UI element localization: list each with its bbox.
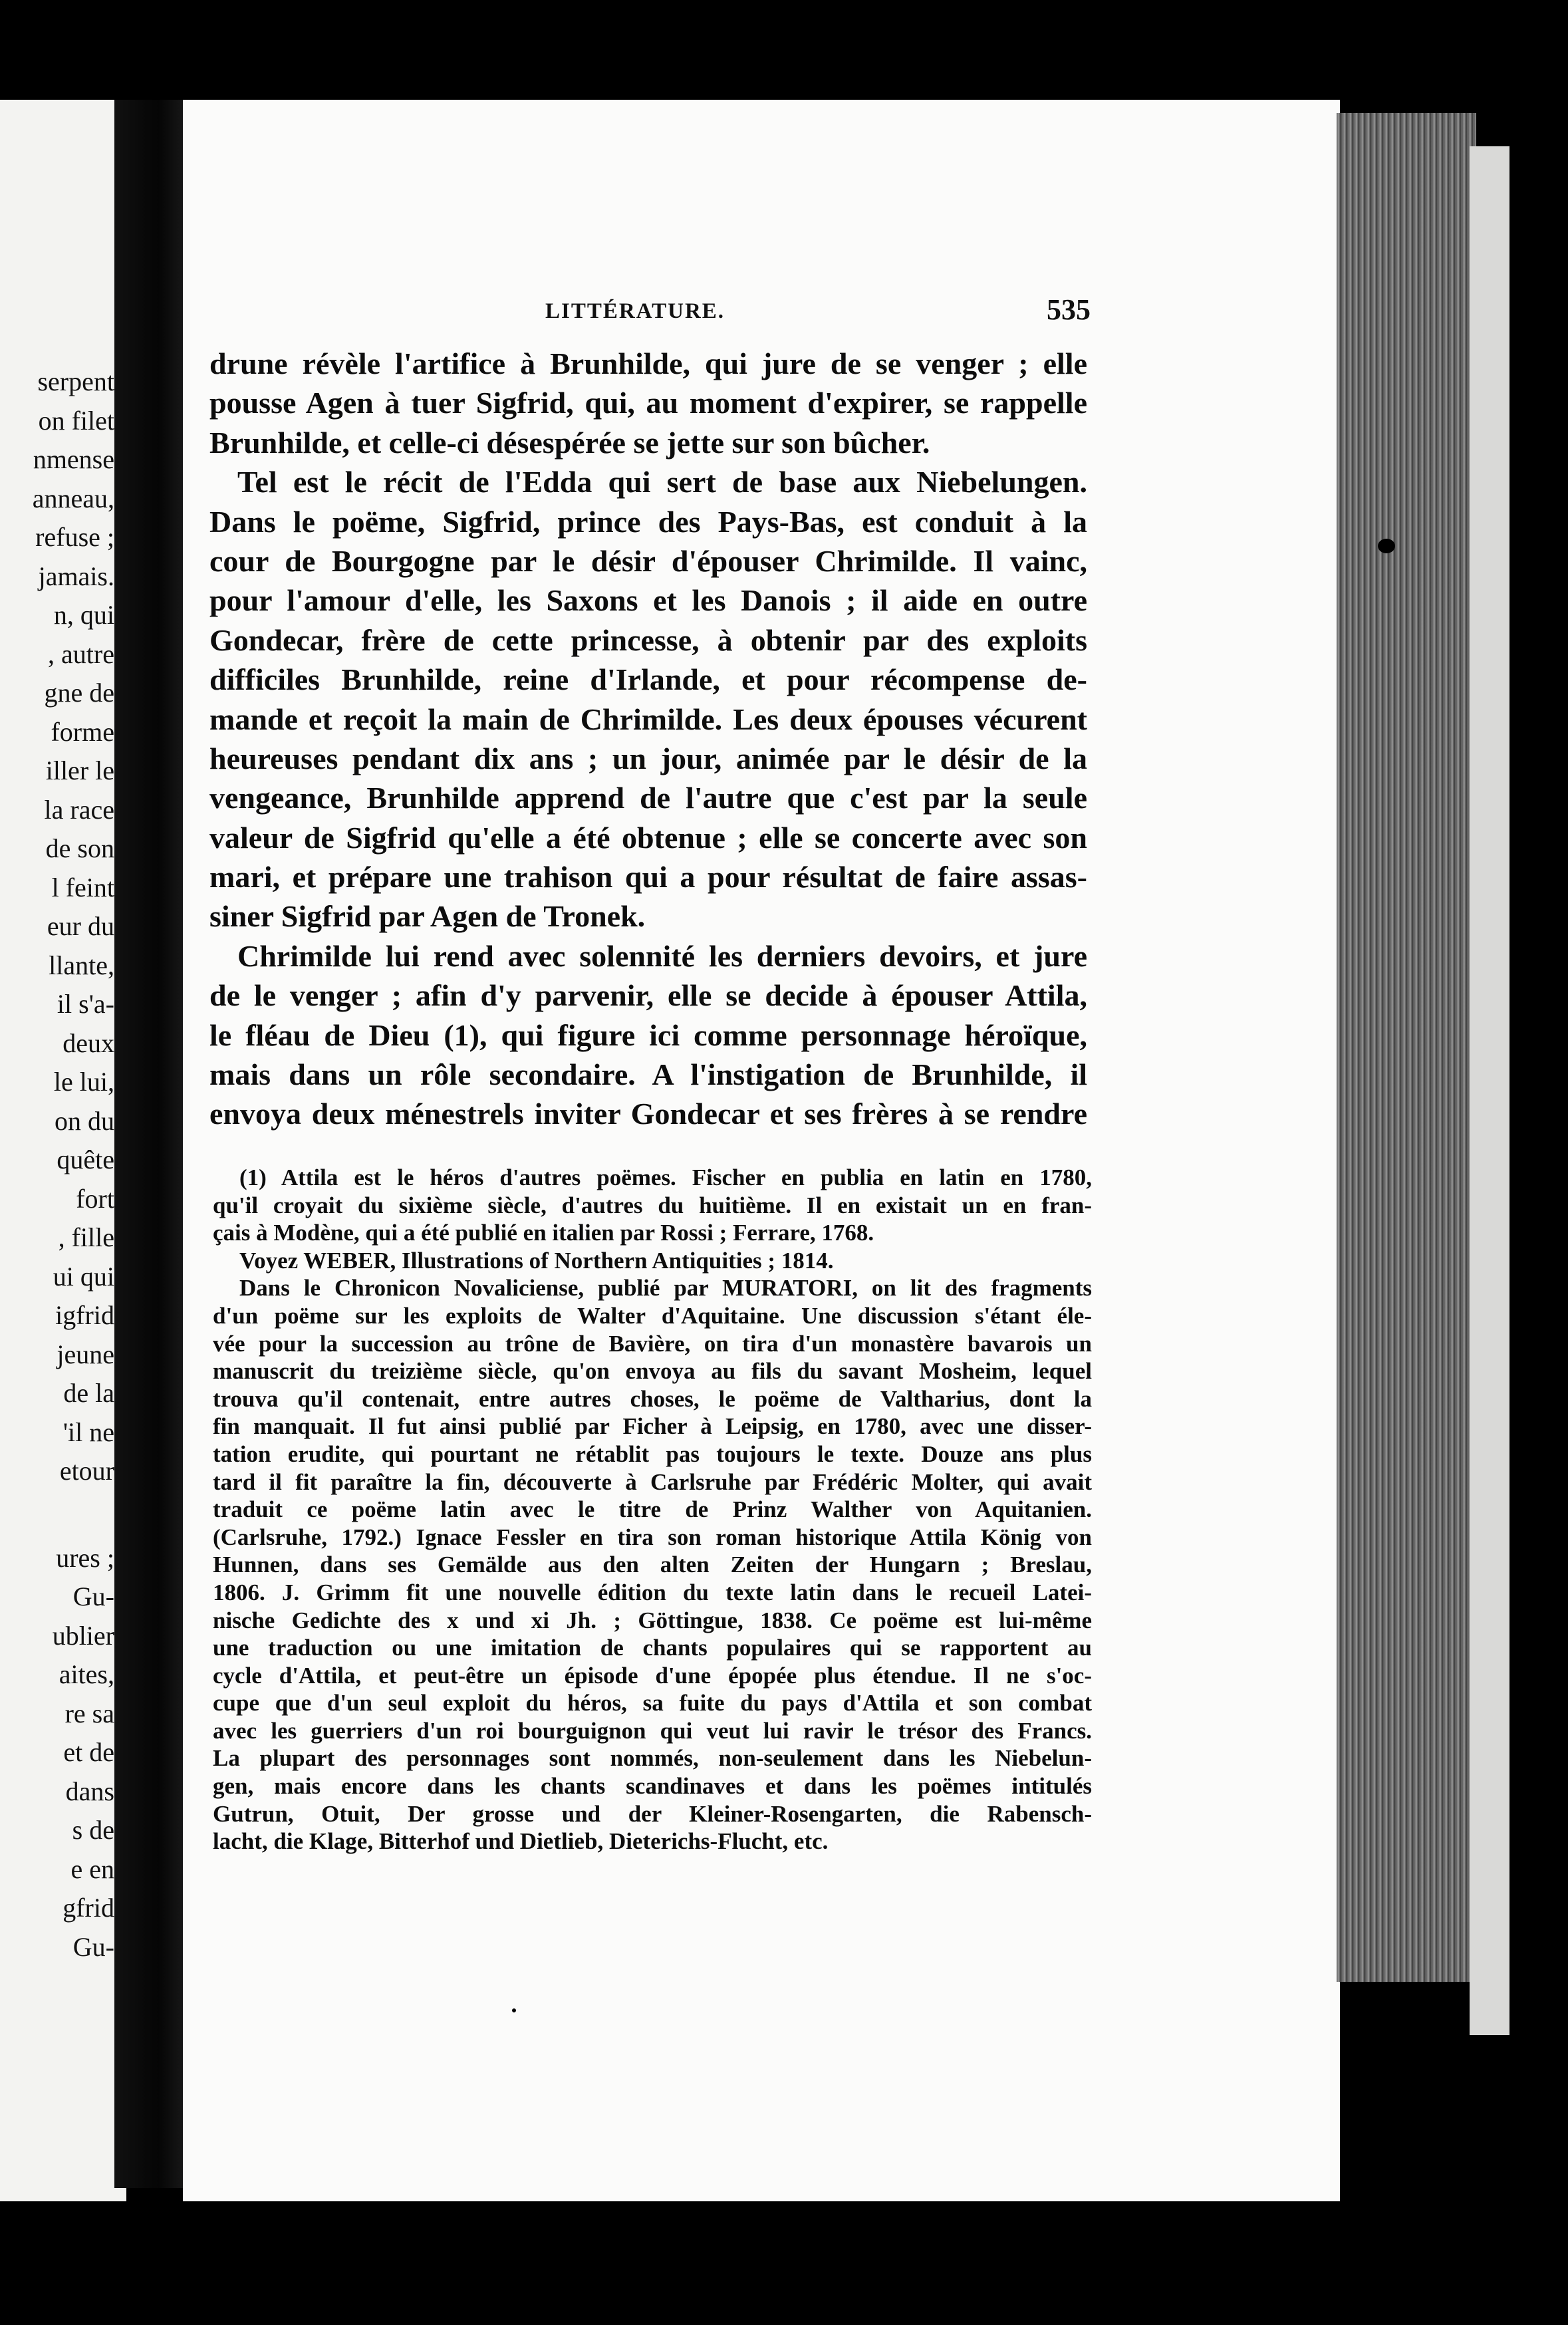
left-page-line: llante, (49, 950, 114, 980)
footnote-line: qu'il croyait du sixième siècle, d'autres du huitième. Il en existait un en fran- (213, 1192, 1092, 1218)
page-edge-stack (1337, 113, 1476, 1982)
body-line: valeur de Sigfrid qu'elle a été obtenue ; elle se concerte avec son (209, 820, 1087, 855)
body-line: mais dans un rôle secondaire. A l'instigation de Brunhilde, il (209, 1057, 1087, 1092)
left-page-line: aites, (59, 1659, 114, 1689)
left-page-line: , autre (48, 638, 114, 669)
left-page-line: nmense (33, 444, 114, 474)
left-page-line: 'il ne (63, 1417, 114, 1447)
book-gutter (114, 100, 188, 2188)
scan-speck (815, 17, 820, 22)
footnote-line: (Carlsruhe, 1792.) Ignace Fessler en tira son roman historique Attila König von (213, 1524, 1092, 1550)
footnote-line: gen, mais encore dans les chants scandinaves et dans les poëmes intitulés (213, 1773, 1092, 1800)
footnote-line: Gutrun, Otuit, Der grosse und der Kleiner-Rosengarten, die Rabensch- (213, 1800, 1092, 1827)
left-page-line: dans (65, 1776, 114, 1806)
left-facing-page (0, 100, 126, 2201)
left-page-line: serpent (37, 366, 114, 396)
body-line: le fléau de Dieu (1), qui figure ici comme personnage héroïque, (209, 1018, 1087, 1052)
left-page-line: fort (76, 1183, 114, 1214)
footnote-line: avec les guerriers d'un roi bourguignon qui veut lui ravir le trésor des Francs. (213, 1717, 1092, 1744)
footnote-line: La plupart des personnages sont nommés, non-seulement dans les Niebelun- (213, 1745, 1092, 1772)
footnotes (213, 1164, 1092, 1855)
left-page-line: gfrid (63, 1893, 114, 1923)
running-title: LITTÉRATURE. (545, 299, 725, 323)
left-page-line: on filet (38, 405, 114, 436)
body-line: Brunhilde, et celle-ci désespérée se jette sur son bûcher. (209, 425, 930, 460)
left-page-line: , fille (58, 1222, 114, 1252)
left-page-line: il s'a- (57, 989, 114, 1019)
left-page-line: jamais. (38, 561, 114, 591)
left-page-line: e en (70, 1853, 114, 1884)
body-line: pousse Agen à tuer Sigfrid, qui, au moment d'expirer, se rappelle (209, 386, 1087, 420)
footnote-line: trouva qu'il contenait, entre autres choses, le poëme de Valtharius, dont la (213, 1385, 1092, 1412)
left-page-line: forme (51, 716, 114, 747)
left-page-line: de son (45, 833, 114, 863)
footnote-line: Voyez WEBER, Illustrations of Northern Antiquities ; 1814. (239, 1247, 834, 1274)
left-page-line: s de (72, 1815, 114, 1845)
body-line: de le venger ; afin d'y parvenir, elle se decide à épouser Attila, (209, 978, 1087, 1013)
left-page-line: de la (63, 1378, 114, 1408)
footnote-line: Dans le Chronicon Novaliciense, publié par MURATORI, on lit des fragments (239, 1275, 1092, 1301)
footnote-line: vée pour la succession au trône de Bavière, on tira d'un monastère bavarois un (213, 1330, 1092, 1357)
scan-speck (1378, 539, 1395, 553)
left-page-line: gne de (44, 678, 114, 708)
body-text (209, 344, 1087, 1134)
footnote-line: traduit ce poëme latin avec le titre de Prinz Walther von Aquitanien. (213, 1496, 1092, 1523)
left-page-line (0, 1491, 114, 1539)
footnote-line: tard il fit paraître la fin, découverte à Carlsruhe par Frédéric Molter, qui avait (213, 1468, 1092, 1495)
footnote-line: d'un poëme sur les exploits de Walter d'Aquitaine. Une discussion s'étant éle- (213, 1302, 1092, 1329)
body-line: Dans le poëme, Sigfrid, prince des Pays-Bas, est conduit à la (209, 504, 1087, 539)
page-header (545, 293, 1091, 339)
left-page-line: on du (55, 1105, 114, 1136)
left-page-line: igfrid (55, 1300, 114, 1330)
left-page-line: Gu- (72, 1581, 114, 1611)
body-line: cour de Bourgogne par le désir d'épouser Chrimilde. Il vainc, (209, 543, 1087, 578)
footnote-line: 1806. J. Grimm fit une nouvelle édition du texte latin dans le recueil Latei- (213, 1579, 1092, 1605)
left-page-line: n, qui (53, 600, 114, 630)
body-line: drune révèle l'artifice à Brunhilde, qui jure de se venger ; elle (209, 346, 1087, 380)
left-page-line: ui qui (53, 1261, 114, 1292)
body-line: Tel est le récit de l'Edda qui sert de base aux Niebelungen. (237, 465, 1087, 499)
body-line: Gondecar, frère de cette princesse, à obtenir par des exploits (209, 622, 1087, 657)
page-edge-back (1470, 146, 1509, 2035)
left-page-line: iller le (45, 755, 114, 785)
left-page-line: ures ; (56, 1542, 114, 1573)
left-page-line: eur du (47, 911, 114, 941)
footnote-line: cupe que d'un seul exploit du héros, sa fuite du pays d'Attila et son combat (213, 1690, 1092, 1716)
footnote-line: çais à Modène, qui a été publié en italien par Rossi ; Ferrare, 1768. (213, 1220, 874, 1246)
scan-speck (1317, 63, 1323, 69)
footnote-line: tation erudite, qui pourtant ne rétablit pas toujours le texte. Douze ans plus (213, 1440, 1092, 1467)
left-page-line: deux (63, 1027, 114, 1058)
body-line: mande et reçoit la main de Chrimilde. Les deux épouses vécurent (209, 702, 1087, 736)
page-number: 535 (1047, 293, 1091, 326)
footnote-line: nische Gedichte des x und xi Jh. ; Göttingue, 1838. Ce poëme est lui-même (213, 1607, 1092, 1633)
scan-speck (512, 2008, 516, 2012)
left-page-line: ublier (52, 1620, 114, 1651)
body-line: envoya deux ménestrels inviter Gondecar et ses frères à se rendre (209, 1097, 1087, 1131)
body-line: siner Sigfrid par Agen de Tronek. (209, 899, 646, 934)
left-page-line: quête (57, 1145, 114, 1174)
body-line: mari, et prépare une trahison qui a pour résultat de faire assas- (209, 860, 1087, 894)
body-line: vengeance, Brunhilde apprend de l'autre que c'est par la seule (209, 781, 1087, 815)
footnote-line: (1) Attila est le héros d'autres poëmes. Fischer en publia en latin en 1780, (239, 1164, 1092, 1190)
footnote-line: manuscrit du treizième siècle, qu'on envoya au fils du savant Mosheim, lequel (213, 1358, 1092, 1385)
footnote-line: une traduction ou une imitation de chants populaires qui se rapportent au (213, 1635, 1092, 1661)
left-page-line: le lui, (53, 1067, 114, 1097)
body-line: pour l'amour d'elle, les Saxons et les Danois ; il aide en outre (209, 583, 1087, 618)
body-line: Chrimilde lui rend avec solennité les derniers devoirs, et jure (237, 938, 1087, 973)
footnote-line: cycle d'Attila, et peut-être un épisode d'une épopée plus étendue. Il ne s'oc- (213, 1662, 1092, 1689)
footnote-line: fin manquait. Il fut ainsi publié par Ficher à Leipsig, en 1780, avec une disser- (213, 1413, 1092, 1440)
left-page-line: la race (44, 794, 114, 825)
body-line: heureuses pendant dix ans ; un jour, animée par le désir de la (209, 741, 1087, 775)
body-line: difficiles Brunhilde, reine d'Irlande, et pour récompense de- (209, 662, 1087, 697)
footnote-line: Hunnen, dans ses Gemälde aus den alten Zeiten der Hungarn ; Breslau, (213, 1552, 1092, 1578)
left-page-line: Gu- (72, 1931, 114, 1962)
left-page-line: l feint (51, 872, 114, 902)
left-page-line: refuse ; (35, 522, 114, 552)
left-page-line: et de (63, 1737, 114, 1767)
left-page-line: etour (59, 1456, 114, 1486)
left-page-line: jeune (57, 1339, 114, 1369)
left-page-text (0, 362, 114, 1967)
footnote-line: lacht, die Klage, Bitterhof und Dietlieb, Dieterichs-Flucht, etc. (213, 1828, 829, 1855)
left-page-line: anneau, (32, 483, 114, 513)
left-page-line: re sa (65, 1698, 114, 1728)
